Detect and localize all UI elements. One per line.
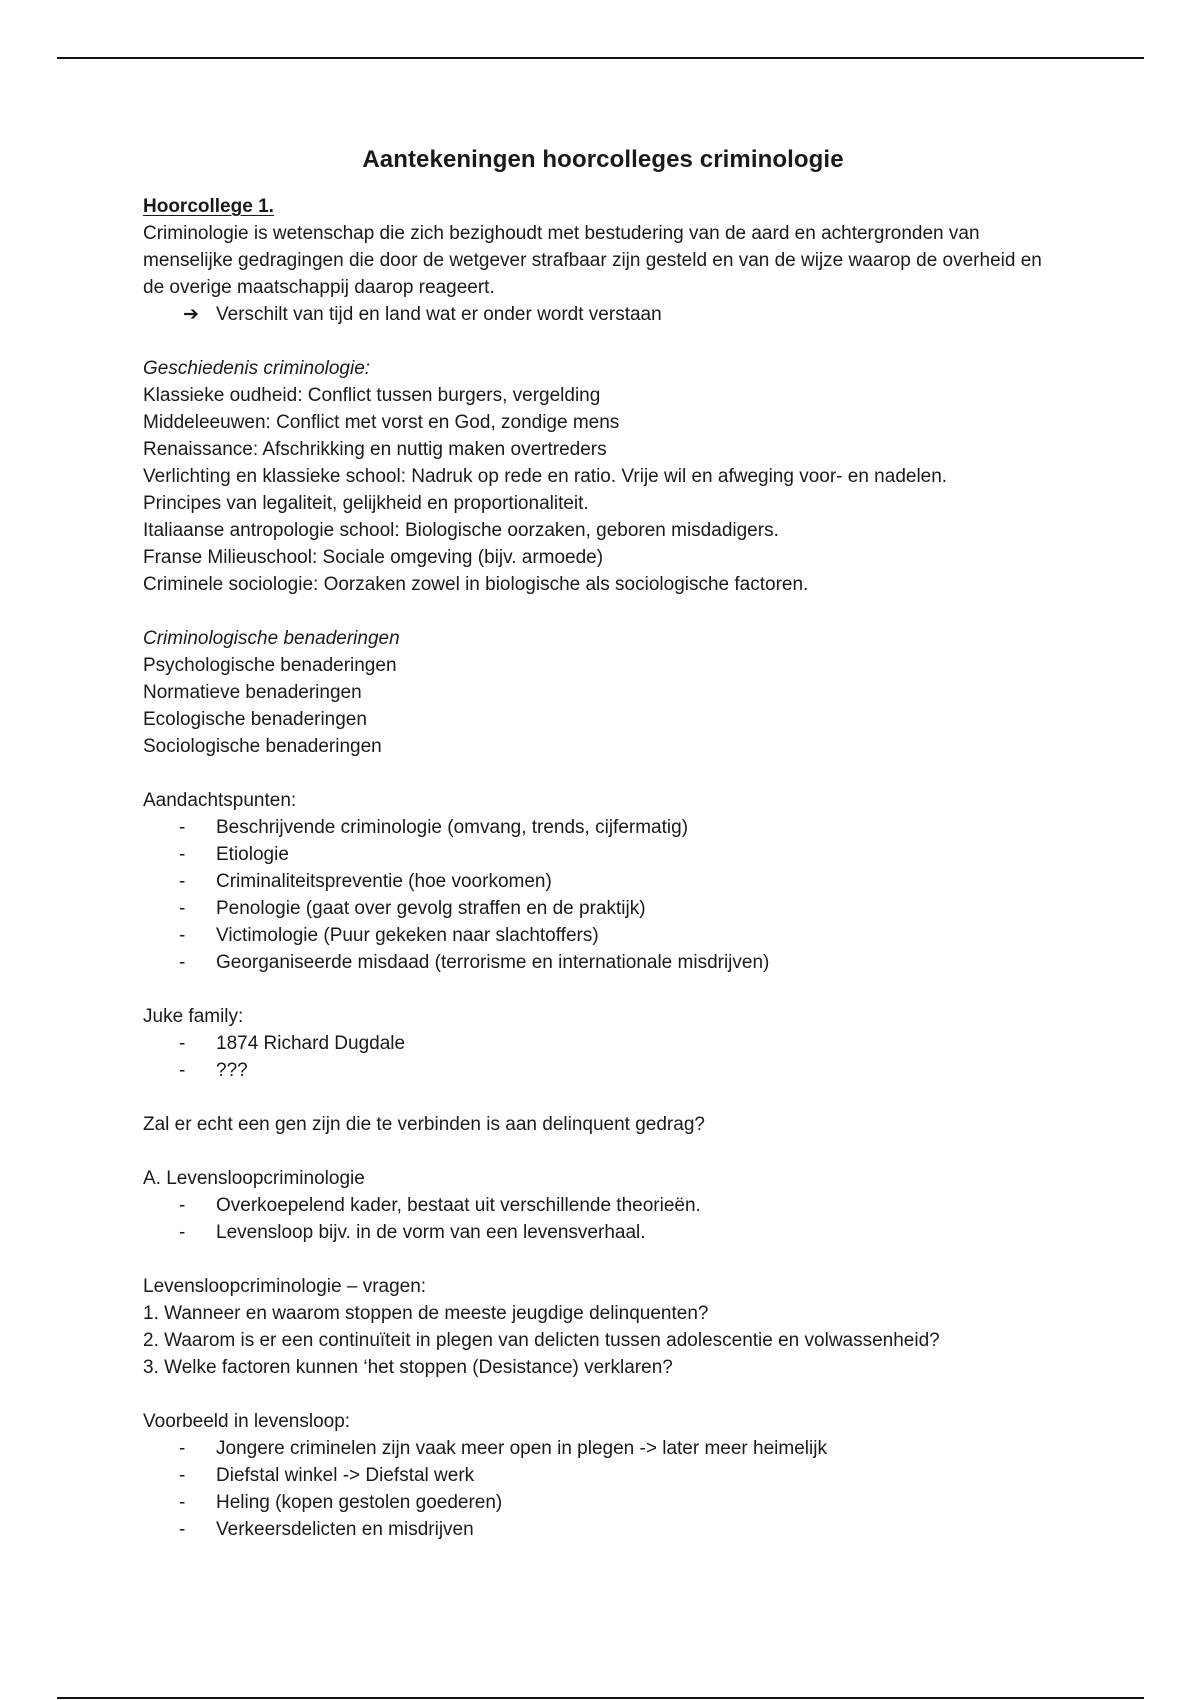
list-item: - Criminaliteitspreventie (hoe voorkomen) [179, 871, 552, 892]
life-course-heading: A. Levensloopcriminologie [143, 1168, 365, 1189]
list-item: - Jongere criminelen zijn vaak meer open in plegen -> later meer heimelijk [179, 1438, 827, 1459]
history-line: Klassieke oudheid: Conflict tussen burgers, vergelding [143, 385, 601, 406]
approach-line: Ecologische benaderingen [143, 709, 367, 730]
header-rule [57, 57, 1144, 59]
list-item: - Heling (kopen gestolen goederen) [179, 1492, 503, 1513]
history-line: Middeleeuwen: Conflict met vorst en God, zondige mens [143, 412, 620, 433]
list-item: - Overkoepelend kader, bestaat uit verschillende theorieën. [179, 1195, 701, 1216]
list-item: - Verkeersdelicten en misdrijven [179, 1519, 474, 1540]
lecture-heading: Hoorcollege 1. [143, 196, 274, 217]
approach-line: Psychologische benaderingen [143, 655, 397, 676]
document-title: Aantekeningen hoorcolleges criminologie [362, 146, 844, 173]
list-item: - Victimologie (Puur gekeken naar slachtoffers) [179, 925, 599, 946]
history-line: Franse Milieuschool: Sociale omgeving (bijv. armoede) [143, 547, 604, 568]
arrow-note: ➔ Verschilt van tijd en land wat er onder wordt verstaan [143, 301, 1063, 328]
juke-heading: Juke family: [143, 1006, 244, 1027]
gene-question: Zal er echt een gen zijn die te verbinden is aan delinquent gedrag? [143, 1114, 705, 1135]
list-item: - Georganiseerde misdaad (terrorisme en internationale misdrijven) [179, 952, 770, 973]
focus-heading: Aandachtspunten: [143, 790, 297, 811]
history-line: Italiaanse antropologie school: Biologische oorzaken, geboren misdadigers. [143, 520, 779, 541]
approaches-heading: Criminologische benaderingen [143, 628, 400, 649]
example-heading: Voorbeeld in levensloop: [143, 1411, 351, 1432]
approach-line: Normatieve benaderingen [143, 682, 362, 703]
list-item: - 1874 Richard Dugdale [179, 1033, 406, 1054]
arrow-icon: ➔ [183, 304, 199, 325]
footer-rule [57, 1697, 1144, 1699]
history-line: Criminele sociologie: Oorzaken zowel in biologische als sociologische factoren. [143, 574, 809, 595]
list-item: - Levensloop bijv. in de vorm van een levensverhaal. [179, 1222, 646, 1243]
list-item: - Diefstal winkel -> Diefstal werk [179, 1465, 475, 1486]
history-heading: Geschiedenis criminologie: [143, 358, 371, 379]
history-line: Renaissance: Afschrikking en nuttig maken overtreders [143, 439, 607, 460]
list-item: - Beschrijvende criminologie (omvang, trends, cijfermatig) [179, 817, 689, 838]
approach-line: Sociologische benaderingen [143, 736, 382, 757]
life-questions-heading: Levensloopcriminologie – vragen: [143, 1276, 427, 1297]
numbered-question: 2. Waarom is er een continuïteit in plegen van delicten tussen adolescentie en volwassenheid? [143, 1330, 940, 1351]
history-line: Verlichting en klassieke school: Nadruk op rede en ratio. Vrije wil en afweging voor- en nadelen. [143, 466, 948, 487]
list-item: - ??? [179, 1060, 248, 1081]
numbered-question: 3. Welke factoren kunnen ‘het stoppen (Desistance) verklaren? [143, 1357, 673, 1378]
list-item: - Penologie (gaat over gevolg straffen en de praktijk) [179, 898, 646, 919]
numbered-question: 1. Wanneer en waarom stoppen de meeste jeugdige delinquenten? [143, 1303, 709, 1324]
list-item: - Etiologie [179, 844, 289, 865]
definition-paragraph: Criminologie is wetenschap die zich bezighoudt met bestudering van de aard en achtergronden van menselijke gedragingen die door de wetgever strafbaar zijn gesteld en van de wijze waarop de overheid en de overige maatschappij daarop reageert. [143, 223, 1042, 298]
document-body [143, 143, 1063, 1543]
history-line: Principes van legaliteit, gelijkheid en proportionaliteit. [143, 493, 589, 514]
